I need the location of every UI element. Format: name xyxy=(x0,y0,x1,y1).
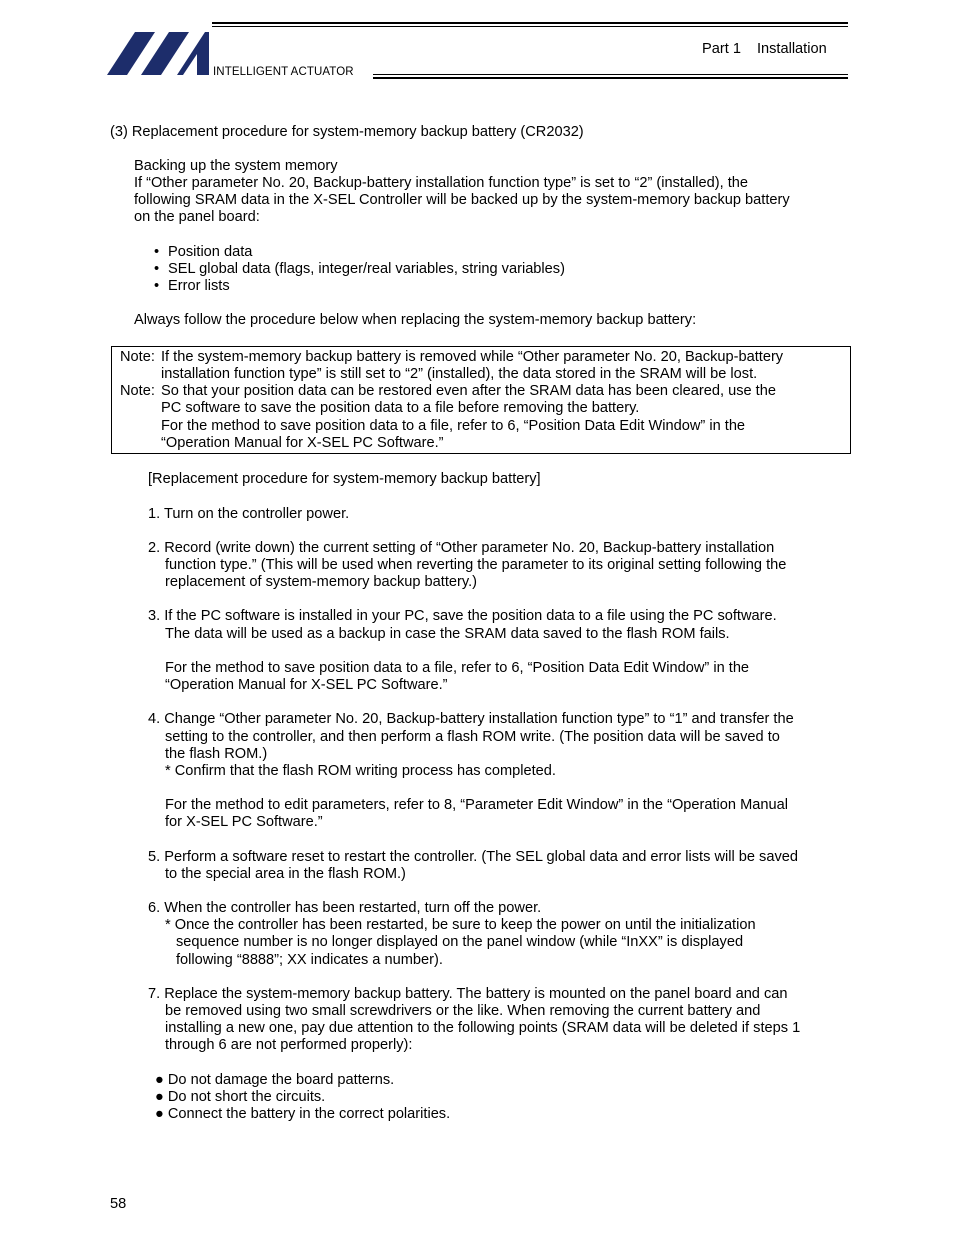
step-5-line: to the special area in the flash ROM.) xyxy=(165,866,406,882)
step-4-line: setting to the controller, and then perform a flash ROM write. (The position data will be saved to xyxy=(165,729,780,745)
note-line: If the system-memory backup battery is removed while “Other parameter No. 20, Backup-battery xyxy=(161,349,784,365)
bullet-dot: • xyxy=(154,261,160,277)
note-label: Note: xyxy=(120,349,155,365)
step-4-line: 4. Change “Other parameter No. 20, Backup-battery installation function type” to “1” and transfer the xyxy=(148,711,794,727)
backup-heading: Backing up the system memory xyxy=(134,158,338,174)
step-7-line: 7. Replace the system-memory backup battery. The battery is mounted on the panel board and can xyxy=(148,986,788,1002)
backup-bullet xyxy=(154,244,253,261)
step-2-line: function type.” (This will be used when reverting the parameter to its original setting following the xyxy=(165,557,787,573)
backup-bullet xyxy=(154,278,230,295)
backup-text-line: following SRAM data in the X-SEL Controller will be backed up by the system-memory backup battery xyxy=(134,192,790,208)
step-3-line: For the method to save position data to a file, refer to 6, “Position Data Edit Window” in the xyxy=(165,660,750,676)
bullet-dot: • xyxy=(154,244,160,260)
note-line: For the method to save position data to a file, refer to 6, “Position Data Edit Window” in the xyxy=(161,418,746,434)
brand-name: INTELLIGENT ACTUATOR xyxy=(213,66,354,78)
note-label: Note: xyxy=(120,383,155,399)
step-7-bullet: ● Do not damage the board patterns. xyxy=(155,1072,395,1088)
step-2-line: 2. Record (write down) the current setting of “Other parameter No. 20, Backup-battery installation xyxy=(148,540,775,556)
header-bottom-rule-1 xyxy=(373,74,848,75)
bullet-dot: • xyxy=(154,278,160,294)
step-6-line: * Once the controller has been restarted, be sure to keep the power on until the initialization xyxy=(165,917,756,933)
header-section: Installation xyxy=(756,41,827,57)
note-line: So that your position data can be restored even after the SRAM data has been cleared, use the xyxy=(161,383,776,399)
backup-follow-text: Always follow the procedure below when replacing the system-memory backup battery: xyxy=(134,312,697,328)
page-number: 58 xyxy=(110,1196,127,1212)
step-4-line: For the method to edit parameters, refer to 8, “Parameter Edit Window” in the “Operation Manual xyxy=(165,797,788,813)
iai-logo xyxy=(107,32,211,76)
section-title: (3) Replacement procedure for system-memory backup battery (CR2032) xyxy=(110,124,584,140)
header-top-rule-2 xyxy=(212,26,848,27)
step-7-line: be removed using two small screwdrivers or the like. When removing the current battery and xyxy=(165,1003,761,1019)
note-line: PC software to save the position data to a file before removing the battery. xyxy=(161,400,640,416)
step-7-bullet: ● Do not short the circuits. xyxy=(155,1089,326,1105)
step-5-line: 5. Perform a software reset to restart the controller. (The SEL global data and error lists will be saved xyxy=(148,849,798,865)
step-3-line: 3. If the PC software is installed in your PC, save the position data to a file using the PC software. xyxy=(148,608,777,624)
backup-text-line: If “Other parameter No. 20, Backup-battery installation function type” is set to “2” (installed), the xyxy=(134,175,749,191)
header-bottom-rule-2 xyxy=(373,77,848,79)
note-line: installation function type” is still set to “2” (installed), the data stored in the SRAM will be lost. xyxy=(161,366,758,382)
step-6-line: following “8888”; XX indicates a number). xyxy=(176,952,443,968)
header-part xyxy=(702,41,827,57)
step-6-line: 6. When the controller has been restarted, turn off the power. xyxy=(148,900,542,916)
bullet-text: SEL global data (flags, integer/real variables, string variables) xyxy=(168,261,565,277)
step-4-line: the flash ROM.) xyxy=(165,746,268,762)
step-6-line: sequence number is no longer displayed on the panel window (while “InXX” is displayed xyxy=(176,934,744,950)
header-top-rule-1 xyxy=(212,22,848,24)
step-4-line: * Confirm that the flash ROM writing process has completed. xyxy=(165,763,556,779)
note-line: “Operation Manual for X-SEL PC Software.” xyxy=(161,435,444,451)
step-4-line: for X-SEL PC Software.” xyxy=(165,814,323,830)
backup-text-line: on the panel board: xyxy=(134,209,260,225)
bullet-text: Error lists xyxy=(168,278,230,294)
backup-bullet xyxy=(154,261,565,278)
step-3-line: “Operation Manual for X-SEL PC Software.” xyxy=(165,677,448,693)
procedure-title: [Replacement procedure for system-memory backup battery] xyxy=(148,471,541,487)
step-2-line: replacement of system-memory backup battery.) xyxy=(165,574,477,590)
header-part-number: Part 1 xyxy=(702,41,741,57)
step-7-bullet: ● Connect the battery in the correct polarities. xyxy=(155,1106,451,1122)
step-1: 1. Turn on the controller power. xyxy=(148,506,350,522)
step-3-line: The data will be used as a backup in case the SRAM data saved to the flash ROM fails. xyxy=(165,626,730,642)
bullet-text: Position data xyxy=(168,244,253,260)
step-7-line: installing a new one, pay due attention to the following points (SRAM data will be deleted if steps 1 xyxy=(165,1020,801,1036)
step-7-line: through 6 are not performed properly): xyxy=(165,1037,413,1053)
